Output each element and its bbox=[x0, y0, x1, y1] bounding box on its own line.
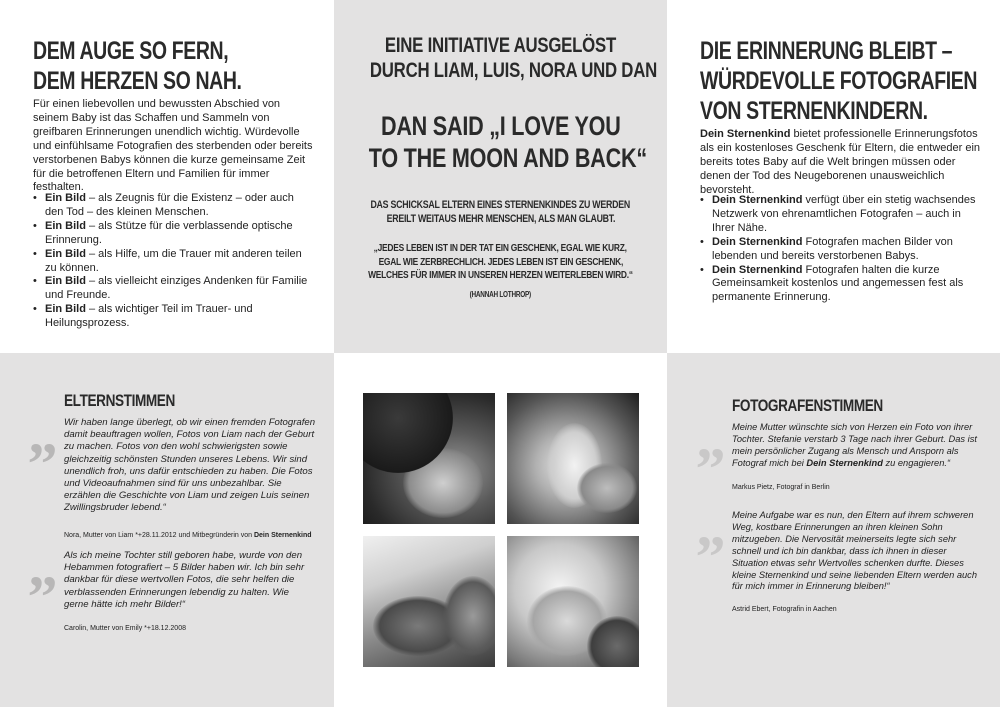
title-erinnerung bbox=[700, 36, 977, 126]
panel-initiative bbox=[334, 0, 667, 353]
fotografen-attrib-2: Astrid Ebert, Fotografin in Aachen bbox=[732, 606, 837, 613]
cite-line-3: WELCHES FÜR IMMER IN UNSEREN HERZEN WEITERLEBEN WIRD.“ bbox=[368, 269, 633, 281]
quote-mark-icon: „ bbox=[28, 533, 58, 599]
list-item: • Dein Sternenkind Fotografen machen Bilder von lebenden und bereits verstorbenen Babys. bbox=[700, 236, 982, 264]
fotografenstimmen-heading: FOTOGRAFENSTIMMEN bbox=[732, 396, 883, 415]
quote-mark-icon: „ bbox=[696, 493, 726, 559]
list-item: • Ein Bild – als Hilfe, um die Trauer mit anderen teilen zu können. bbox=[33, 248, 315, 276]
initiative-heading bbox=[334, 33, 667, 83]
list-item: • Ein Bild – als vielleicht einziges Andenken für Familie und Freunde. bbox=[33, 275, 315, 303]
title-line-1: DIE ERINNERUNG BLEIBT – bbox=[700, 37, 953, 65]
elternstimmen-heading: ELTERNSTIMMEN bbox=[64, 391, 175, 410]
photo-baby-hands bbox=[507, 536, 639, 667]
fotografen-attrib-1: Markus Pietz, Fotograf in Berlin bbox=[732, 484, 830, 491]
list-item: • Ein Bild – als wichtiger Teil im Trauer- und Heilungsprozess. bbox=[33, 303, 315, 331]
quote-mark-icon: „ bbox=[28, 400, 58, 466]
title-dem-auge bbox=[33, 36, 242, 96]
title-line-1: DEM AUGE SO FERN, bbox=[33, 37, 229, 65]
lothrop-quote bbox=[334, 242, 667, 283]
sternenkind-list bbox=[700, 194, 982, 305]
ein-bild-list bbox=[33, 192, 315, 331]
list-item: • Dein Sternenkind verfügt über ein stetig wachsendes Netzwerk von ehrenamtlichen Fotografen – auch in Ihrer Nähe. bbox=[700, 194, 982, 236]
cite-line-1: „JEDES LEBEN IST IN DER TAT EIN GESCHENK, EGAL WIE KURZ, bbox=[373, 242, 628, 254]
fate-text bbox=[334, 198, 667, 226]
cite-line-2: EGAL WIE ZERBRECHLICH. JEDES LEBEN IST EIN GESCHENK, bbox=[378, 255, 623, 268]
fate-line-1: DAS SCHICKSAL ELTERN EINES STERNENKINDES ZU WERDEN bbox=[370, 199, 631, 211]
sternenkind-intro: Dein Sternenkind bietet professionelle Erinnerungsfotos als ein kostenloses Geschenk für Eltern, die entweder ein bereits totes Baby auf die Welt bringen müssen oder denen der Tod des Neugeborenen unausweichlich bevorsteht. bbox=[700, 128, 981, 196]
list-item: • Ein Bild – als Stütze für die verblassende optische Erinnerung. bbox=[33, 220, 315, 248]
dan-quote-heading bbox=[334, 110, 667, 174]
photo-baby-foot-hand bbox=[507, 393, 639, 524]
initiative-line-2: DURCH LIAM, LUIS, NORA UND DAN bbox=[369, 59, 657, 82]
eltern-attrib-2: Carolin, Mutter von Emily *+18.12.2008 bbox=[64, 625, 186, 632]
eltern-quote-1: Wir haben lange überlegt, ob wir einen fremden Fotografen damit beauftragen wollen, Fotos von Liam nach der Geburt zu machen. Fotos von den wohl schwierigsten sowie gleichzeitig schönsten Stunden unseres Lebens. Wir sind unendlich froh, uns dafür entschieden zu haben. Die Fotos und Videoaufnahmen sind für uns unbezahlbar. Sie erzählen die Geschichte von Liam und zeigen Luis seinen Zwillingsbruder lebend.“ bbox=[64, 417, 316, 514]
dan-quote-line-1: DAN SAID „I LOVE YOU bbox=[380, 111, 621, 141]
title-line-3: VON STERNENKINDERN. bbox=[700, 97, 928, 125]
title-line-2: DEM HERZEN SO NAH. bbox=[33, 67, 242, 95]
fotografen-quote-1: Meine Mutter wünschte sich von Herzen ein Foto von ihrer Tochter. Stefanie verstarb 3 Tage nach ihrer Geburt. Das ist mein persönlicher Zugang als Mensch und Ansporn als Fotograf mich bei Dein Sternenkind zu engagieren.“ bbox=[732, 422, 977, 468]
photo-mother-kissing-baby bbox=[363, 393, 495, 524]
fotografen-quote-2: Meine Aufgabe war es nun, den Eltern auf ihrem schweren Weg, kostbare Erinnerungen an ihren kleinen Sohn mitzugeben. Die Nervosität meinerseits legte sich sehr schnell und ich bin dankbar, dass ich ihnen in dieser Situation etwas sehr Wertvolles schenken durfte. Dieses kleine Sternenkind und seine liebenden Eltern werden auch für mich immer in Erinnerung bleiben!“ bbox=[732, 510, 977, 592]
dan-quote-line-2: TO THE MOON AND BACK“ bbox=[368, 143, 647, 173]
intro-paragraph: Für einen liebevollen und bewussten Abschied von seinem Baby ist das Schaffen und Sammeln von greifbaren Erinnerungen unendlich wichtig. Würdevolle und einfühlsame Fotografien des sterbenden oder bereits verstorbenen Babys können die kurze gemeinsame Zeit für die betroffenen Eltern und Familien für immer festhalten. bbox=[33, 98, 313, 194]
cite-author: (HANNAH LOTHROP) bbox=[469, 290, 532, 299]
list-item: • Dein Sternenkind Fotografen halten die kurze Gemeinsamkeit kostenlos und angemessen fest als permanente Erinnerung. bbox=[700, 264, 982, 306]
lothrop-author bbox=[334, 290, 667, 300]
eltern-quote-2: Als ich meine Tochter still geboren habe, wurde von den Hebammen fotografiert – 5 Bilder haben wir. Ich bin sehr dankbar für diese wertvollen Fotos, die sehr helfen die verblassenden Erinnerungen lebendig zu halten. Wie gerne hätte ich mehr Bilder!“ bbox=[64, 550, 305, 610]
panel-intro bbox=[0, 0, 334, 353]
panel-erinnerung bbox=[667, 0, 1000, 353]
quote-mark-icon: „ bbox=[696, 405, 726, 471]
photo-sleeping-baby bbox=[363, 536, 495, 667]
eltern-attrib-1: Nora, Mutter von Liam *+28.11.2012 und Mitbegründerin von Dein Sternenkind bbox=[64, 532, 312, 539]
fate-line-2: EREILT WEITAUS MEHR MENSCHEN, ALS MAN GLAUBT. bbox=[386, 213, 615, 225]
list-item: • Ein Bild – als Zeugnis für die Existenz – oder auch den Tod – des kleinen Menschen. bbox=[33, 192, 315, 220]
title-line-2: WÜRDEVOLLE FOTOGRAFIEN bbox=[700, 67, 978, 95]
initiative-line-1: EINE INITIATIVE AUSGELÖST bbox=[384, 34, 617, 57]
